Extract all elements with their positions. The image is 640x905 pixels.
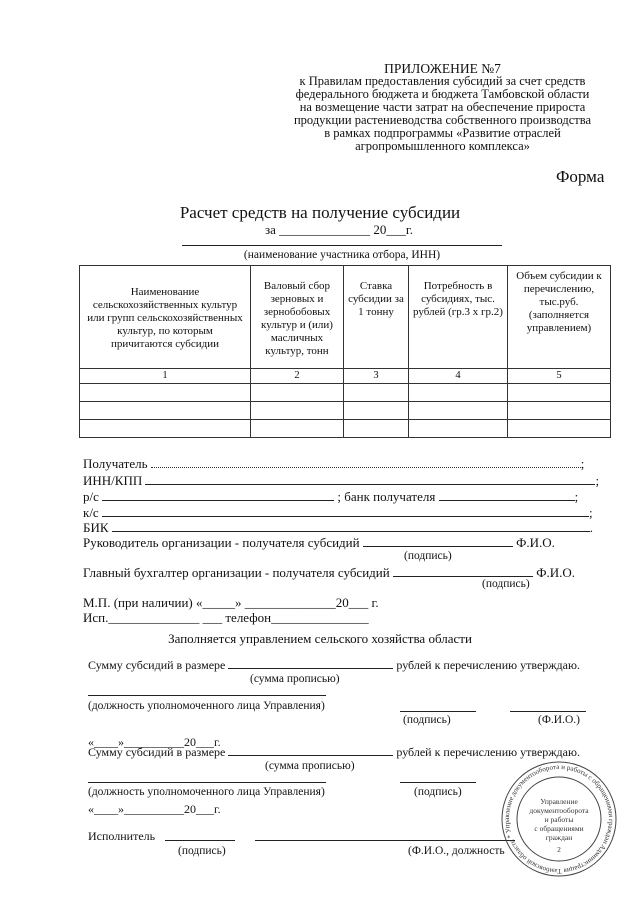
table-cell[interactable]: [251, 402, 344, 420]
position2-caption: (должность уполномоченного лица Управления): [88, 786, 325, 798]
table-cell[interactable]: [409, 420, 508, 438]
table-cell[interactable]: [344, 420, 409, 438]
subsidy-table: [79, 265, 611, 438]
accountant-fio-label: Ф.И.О.: [536, 565, 575, 580]
executor-label: Исполнитель: [88, 829, 156, 843]
recipient-label: Получатель: [83, 456, 148, 471]
form-label: Форма: [556, 167, 605, 186]
recipient-row: Получатель ;: [83, 456, 585, 471]
official-stamp-icon: [500, 760, 618, 878]
corr-label: к/с: [83, 505, 99, 520]
stamp-center-line: с обращениями: [534, 824, 584, 833]
table-cell[interactable]: [508, 420, 611, 438]
stamp-center-line: документооборота: [529, 806, 589, 815]
participant-name-line[interactable]: [182, 244, 502, 246]
participant-caption: (наименование участника отбора, ИНН): [243, 249, 441, 261]
stamp-center-line: и работы: [544, 815, 574, 824]
table-cell[interactable]: [508, 402, 611, 420]
table-col-number: 1: [80, 369, 251, 384]
stamp-center-line: граждан: [545, 833, 573, 842]
head-fio-label: Ф.И.О.: [516, 535, 555, 550]
table-row[interactable]: [80, 384, 611, 402]
sum2-words-caption: (сумма прописью): [265, 760, 355, 772]
approval2-date[interactable]: «____»__________20___г.: [88, 802, 221, 816]
approval2-sum-row: [88, 745, 580, 760]
table-header-cell: Ставка субсидии за 1 тонну: [344, 266, 409, 369]
approval-date[interactable]: «____»__________20___г.: [88, 735, 221, 749]
table-header-cell: Потребность в субсидиях, тыс. рублей (гр.3 х гр.2): [409, 266, 508, 369]
approval2-sum-input[interactable]: [228, 745, 393, 756]
approval-sum-label: Сумму субсидий в размере: [88, 658, 226, 672]
table-cell[interactable]: [409, 402, 508, 420]
executor-fio-caption: (Ф.И.О., должность: [408, 845, 505, 857]
executor-fio-line[interactable]: [255, 840, 515, 841]
corr-input[interactable]: [102, 506, 589, 517]
table-col-number: 5: [508, 369, 611, 384]
approval-signature-caption: (подпись): [403, 714, 451, 726]
bank-input[interactable]: [439, 490, 575, 501]
table-col-number: 3: [344, 369, 409, 384]
bank-label: ; банк получателя: [337, 489, 436, 504]
document-title: Расчет средств на получение субсидии: [179, 203, 461, 222]
table-header-row: [80, 266, 611, 369]
table-cell[interactable]: [251, 420, 344, 438]
table-row[interactable]: [80, 402, 611, 420]
bik-input[interactable]: [112, 521, 590, 532]
approval-fio-caption: (Ф.И.О.): [538, 714, 580, 726]
executor-signature-caption: (подпись): [178, 845, 226, 857]
table-header-cell: Объем субсидии к перечислению, тыс.руб. (заполняется управлением): [508, 266, 611, 369]
table-row[interactable]: [80, 420, 611, 438]
appendix-block: [270, 62, 615, 153]
executor-phone-row[interactable]: Исп.______________ ___ телефон_______________: [83, 610, 369, 625]
appendix-title: ПРИЛОЖЕНИЕ №7: [384, 61, 501, 76]
head-row: [83, 535, 555, 551]
inn-input[interactable]: [145, 474, 595, 485]
accountant-signature-input[interactable]: [393, 566, 533, 577]
appendix-line: в рамках подпрограммы «Развитие отраслей: [324, 126, 561, 140]
stamp-place-row[interactable]: М.П. (при наличии) «_____» ______________20___ г.: [83, 595, 379, 610]
approval2-sum-tail: рублей к перечислению утверждаю.: [396, 745, 580, 759]
approval-sum-input[interactable]: [228, 658, 393, 669]
bik-row: БИК .: [83, 520, 594, 535]
head-signature-caption: (подпись): [404, 550, 452, 562]
table-col-number: 4: [409, 369, 508, 384]
table-col-number: 2: [251, 369, 344, 384]
table-header-cell: Валовый сбор зерновых и зернобобовых культур и (или) масличных культур, тонн: [251, 266, 344, 369]
sum-words-caption: (сумма прописью): [250, 673, 340, 685]
account-input[interactable]: [102, 490, 334, 501]
table-cell[interactable]: [344, 384, 409, 402]
section-title: Заполняется управлением сельского хозяйства области: [168, 631, 472, 646]
period-field[interactable]: за ______________ 20___г.: [265, 222, 414, 237]
stamp-center-line: Управление: [540, 797, 578, 806]
bik-label: БИК: [83, 520, 109, 535]
approval-sum-row: [88, 658, 580, 673]
position2-line[interactable]: [88, 782, 326, 783]
recipient-input[interactable]: [151, 457, 581, 468]
table-cell[interactable]: [508, 384, 611, 402]
appendix-line: на возмещение части затрат на обеспечение прироста: [299, 100, 586, 114]
approval2-signature-line[interactable]: [400, 782, 476, 783]
accountant-signature-caption: (подпись): [482, 578, 530, 590]
stamp-ring-text: Администрация Тамбовской области * Управление документооборота и работы с обращениями граждан: [502, 762, 616, 876]
table-cell[interactable]: [80, 402, 251, 420]
inn-label: ИНН/КПП: [83, 473, 143, 488]
table-number-row: [80, 369, 611, 384]
table-cell[interactable]: [344, 402, 409, 420]
approval-fio-line[interactable]: [510, 711, 586, 712]
position-caption: (должность уполномоченного лица Управления): [88, 700, 325, 712]
corr-row: к/с ;: [83, 505, 593, 520]
approval-sum-tail: рублей к перечислению утверждаю.: [396, 658, 580, 672]
account-label: р/с: [83, 489, 99, 504]
table-header-cell: Наименование сельскохозяйственных культур или групп сельскохозяйственных культур, по которым причитаются субсидии: [80, 266, 251, 369]
table-cell[interactable]: [251, 384, 344, 402]
approval2-signature-caption: (подпись): [414, 786, 462, 798]
appendix-line: федерального бюджета и бюджета Тамбовской области: [295, 87, 590, 101]
inn-row: ИНН/КПП ;: [83, 473, 600, 488]
position-line[interactable]: [88, 695, 326, 696]
appendix-line: продукции растениеводства собственного производства: [293, 113, 592, 127]
table-cell[interactable]: [80, 384, 251, 402]
stamp-number: 2: [557, 845, 561, 854]
head-signature-input[interactable]: [363, 536, 513, 547]
head-label: Руководитель организации - получателя субсидий: [83, 535, 360, 550]
table-cell[interactable]: [409, 384, 508, 402]
approval2-sum-label: Сумму субсидий в размере: [88, 745, 226, 759]
account-row: р/с ; банк получателя ;: [83, 489, 579, 504]
table-cell[interactable]: [80, 420, 251, 438]
accountant-label: Главный бухгалтер организации - получателя субсидий: [83, 565, 390, 580]
executor-signature-line[interactable]: [165, 840, 235, 841]
approval-signature-line[interactable]: [400, 711, 476, 712]
appendix-line: к Правилам предоставления субсидий за счет средств: [299, 74, 586, 88]
appendix-line: агропромышленного комплекса»: [355, 139, 530, 153]
